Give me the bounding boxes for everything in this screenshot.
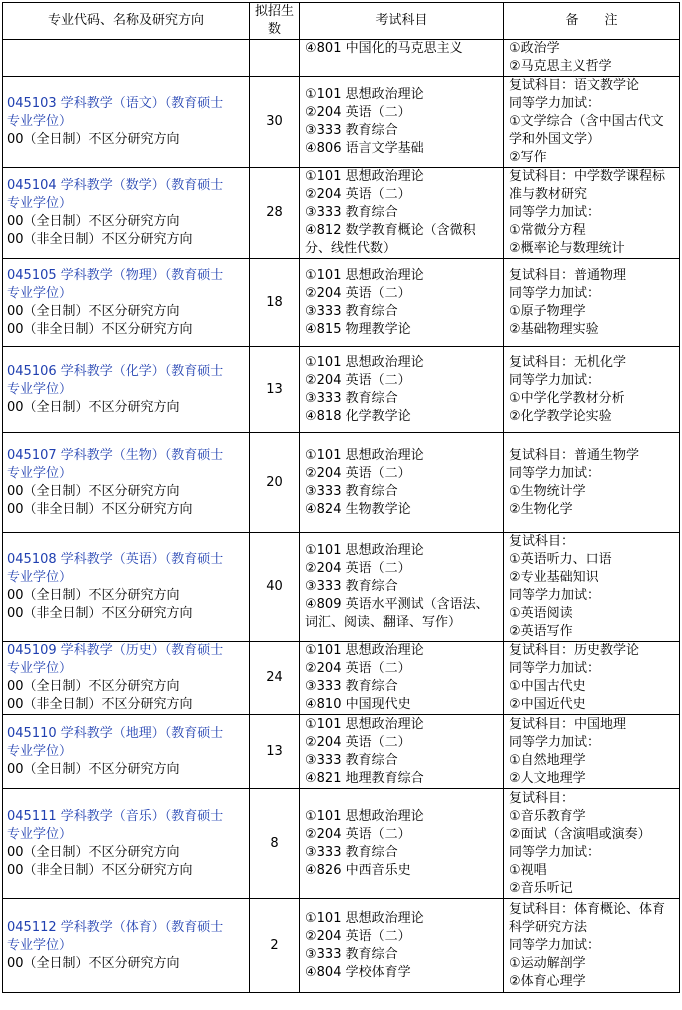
exam-subjects-cell bbox=[300, 533, 504, 642]
program-cell bbox=[3, 789, 250, 899]
program-name-line: 045106 学科教学（化学）（教育硕士 bbox=[7, 363, 224, 379]
research-direction: 00（非全日制）不区分研究方向 bbox=[7, 606, 193, 621]
text-line: ②204 英语（二） bbox=[305, 187, 411, 202]
program-cell bbox=[3, 899, 250, 993]
research-direction: 00（全日制）不区分研究方向 bbox=[7, 761, 180, 777]
table-header-row bbox=[3, 3, 680, 40]
program-name-line: 专业学位） bbox=[7, 570, 73, 585]
program-cell bbox=[3, 533, 250, 642]
text-line: 复试科目： bbox=[509, 790, 575, 806]
program-name-line: 045112 学科教学（体育）（教育硕士 bbox=[7, 919, 224, 935]
text-line: 同等学力加试： bbox=[509, 734, 601, 750]
exam-subjects-cell bbox=[300, 168, 504, 259]
enrollment-count: 18 bbox=[250, 259, 300, 347]
text-line: ③333 教育综合 bbox=[305, 123, 398, 138]
text-line: ①101 思想政治理论 bbox=[305, 716, 424, 732]
text-line: 准与教材研究 bbox=[509, 187, 588, 202]
enrollment-count: 24 bbox=[250, 642, 300, 715]
program-name-line: 专业学位） bbox=[7, 114, 73, 129]
table-row bbox=[3, 77, 680, 168]
program-cell bbox=[3, 347, 250, 433]
text-line: ④821 地理教育综合 bbox=[305, 770, 424, 786]
text-line: 复试科目：体育概论、体育 bbox=[509, 901, 666, 917]
text-line: 同等学力加试： bbox=[509, 465, 601, 481]
text-line: 复试科目：历史教学论 bbox=[509, 643, 640, 658]
table-row bbox=[3, 533, 680, 642]
text-line: ③333 教育综合 bbox=[305, 483, 398, 499]
text-line: 复试科目：中国地理 bbox=[509, 716, 627, 732]
program-name-line: 045105 学科教学（物理）（教育硕士 bbox=[7, 267, 224, 283]
header-subjects: 考试科目 bbox=[300, 3, 504, 40]
exam-subjects-cell bbox=[300, 715, 504, 789]
text-line: ②204 英语（二） bbox=[305, 285, 411, 301]
text-line: ②音乐听记 bbox=[509, 880, 573, 896]
notes-cell bbox=[504, 40, 680, 77]
text-line: ④804 学校体育学 bbox=[305, 964, 411, 980]
program-cell bbox=[3, 715, 250, 789]
enrollment-count bbox=[250, 40, 300, 77]
text-line: 科学研究方法 bbox=[509, 919, 588, 935]
enrollment-count: 40 bbox=[250, 533, 300, 642]
text-line: ①101 思想政治理论 bbox=[305, 267, 424, 283]
text-line: 同等学力加试： bbox=[509, 372, 601, 388]
text-line: ②人文地理学 bbox=[509, 770, 586, 786]
program-name-line: 045109 学科教学（历史）（教育硕士 bbox=[7, 643, 224, 658]
text-line: ③333 教育综合 bbox=[305, 679, 398, 694]
notes-cell bbox=[504, 789, 680, 899]
research-direction: 00（全日制）不区分研究方向 bbox=[7, 399, 180, 415]
text-line: ②专业基础知识 bbox=[509, 570, 599, 585]
text-line: ②概率论与数理统计 bbox=[509, 241, 625, 256]
text-line: ①101 思想政治理论 bbox=[305, 808, 424, 824]
notes-cell bbox=[504, 715, 680, 789]
program-name-line: 专业学位） bbox=[7, 826, 73, 842]
text-line: 学和外国文学） bbox=[509, 132, 601, 147]
program-name-line: 045103 学科教学（语文）（教育硕士 bbox=[7, 96, 224, 111]
text-line: ②面试（含演唱或演奏） bbox=[509, 826, 651, 842]
program-name-line: 045108 学科教学（英语）（教育硕士 bbox=[7, 552, 224, 567]
enrollment-count: 30 bbox=[250, 77, 300, 168]
text-line: ①中学化学教材分析 bbox=[509, 390, 625, 406]
program-name-line: 045107 学科教学（生物）（教育硕士 bbox=[7, 447, 224, 463]
exam-subjects-cell bbox=[300, 899, 504, 993]
research-direction: 00（全日制）不区分研究方向 bbox=[7, 679, 180, 694]
enrollment-count: 28 bbox=[250, 168, 300, 259]
text-line: ③333 教育综合 bbox=[305, 303, 398, 319]
research-direction: 00（全日制）不区分研究方向 bbox=[7, 955, 180, 971]
text-line: ③333 教育综合 bbox=[305, 946, 398, 962]
text-line: ②204 英语（二） bbox=[305, 661, 411, 676]
text-line: ②204 英语（二） bbox=[305, 561, 411, 576]
text-line: 复试科目：普通物理 bbox=[509, 267, 627, 283]
text-line: ①生物统计学 bbox=[509, 483, 586, 499]
text-line: 同等学力加试： bbox=[509, 937, 601, 953]
text-line: 复试科目：中学数学课程标 bbox=[509, 169, 666, 184]
table-row bbox=[3, 433, 680, 533]
text-line: 同等学力加试： bbox=[509, 844, 601, 860]
program-name-line: 045111 学科教学（音乐）（教育硕士 bbox=[7, 808, 224, 824]
notes-cell bbox=[504, 347, 680, 433]
research-direction: 00（全日制）不区分研究方向 bbox=[7, 132, 180, 147]
text-line: ①英语听力、口语 bbox=[509, 552, 612, 567]
program-cell bbox=[3, 642, 250, 715]
text-line: ②中国近代史 bbox=[509, 697, 586, 712]
text-line: 分、线性代数） bbox=[305, 241, 397, 256]
program-name-line: 专业学位） bbox=[7, 381, 73, 397]
text-line: ③333 教育综合 bbox=[305, 205, 398, 220]
text-line: 复试科目：无机化学 bbox=[509, 354, 627, 370]
text-line: ③333 教育综合 bbox=[305, 579, 398, 594]
text-line: ②体育心理学 bbox=[509, 973, 586, 989]
text-line: ①101 思想政治理论 bbox=[305, 447, 424, 463]
text-line: ②写作 bbox=[509, 150, 547, 165]
enrollment-count: 13 bbox=[250, 715, 300, 789]
research-direction: 00（全日制）不区分研究方向 bbox=[7, 588, 180, 603]
table-row bbox=[3, 40, 680, 77]
notes-cell bbox=[504, 533, 680, 642]
text-line: ①常微分方程 bbox=[509, 223, 586, 238]
text-line: ①文学综合（含中国古代文 bbox=[509, 114, 664, 129]
program-name-line: 专业学位） bbox=[7, 743, 73, 759]
table-row bbox=[3, 347, 680, 433]
text-line: ③333 教育综合 bbox=[305, 844, 398, 860]
text-line: 同等学力加试： bbox=[509, 96, 601, 111]
research-direction: 00（全日制）不区分研究方向 bbox=[7, 303, 180, 319]
text-line: ②基础物理实验 bbox=[509, 321, 599, 337]
text-line: ③333 教育综合 bbox=[305, 752, 398, 768]
text-line: ①自然地理学 bbox=[509, 752, 586, 768]
research-direction: 00（非全日制）不区分研究方向 bbox=[7, 232, 193, 247]
research-direction: 00（非全日制）不区分研究方向 bbox=[7, 697, 193, 712]
text-line: ②化学教学论实验 bbox=[509, 408, 612, 424]
text-line: ④809 英语水平测试（含语法、 bbox=[305, 597, 489, 612]
exam-subjects-cell bbox=[300, 259, 504, 347]
text-line: 同等学力加试： bbox=[509, 285, 601, 301]
program-name-line: 专业学位） bbox=[7, 661, 73, 676]
text-line: ②204 英语（二） bbox=[305, 105, 411, 120]
text-line: ①原子物理学 bbox=[509, 303, 586, 319]
table-row bbox=[3, 715, 680, 789]
program-cell bbox=[3, 77, 250, 168]
text-line: ④826 中西音乐史 bbox=[305, 862, 411, 878]
text-line: ②204 英语（二） bbox=[305, 372, 411, 388]
program-name-line: 045110 学科教学（地理）（教育硕士 bbox=[7, 725, 224, 741]
text-line: ②生物化学 bbox=[509, 501, 573, 517]
notes-cell bbox=[504, 168, 680, 259]
text-line: 同等学力加试： bbox=[509, 588, 601, 603]
exam-subjects-cell bbox=[300, 642, 504, 715]
program-cell bbox=[3, 168, 250, 259]
text-line: ②英语写作 bbox=[509, 624, 573, 639]
text-line: ④801 中国化的马克思主义 bbox=[305, 41, 463, 56]
text-line: ③333 教育综合 bbox=[305, 390, 398, 406]
text-line: ②204 英语（二） bbox=[305, 465, 411, 481]
text-line: ①视唱 bbox=[509, 862, 547, 878]
program-name-line: 专业学位） bbox=[7, 937, 73, 953]
table-row bbox=[3, 259, 680, 347]
exam-subjects-cell bbox=[300, 347, 504, 433]
text-line: ④812 数学教育概论（含微积 bbox=[305, 223, 476, 238]
program-name-line: 专业学位） bbox=[7, 465, 73, 481]
text-line: ①政治学 bbox=[509, 41, 560, 56]
text-line: ④806 语言文学基础 bbox=[305, 141, 424, 156]
text-line: 同等学力加试： bbox=[509, 205, 601, 220]
text-line: ①运动解剖学 bbox=[509, 955, 586, 971]
table-row bbox=[3, 899, 680, 993]
text-line: ①101 思想政治理论 bbox=[305, 354, 424, 370]
text-line: ②马克思主义哲学 bbox=[509, 59, 612, 74]
research-direction: 00（非全日制）不区分研究方向 bbox=[7, 501, 193, 517]
enrollment-count: 2 bbox=[250, 899, 300, 993]
text-line: ④810 中国现代史 bbox=[305, 697, 411, 712]
notes-cell bbox=[504, 642, 680, 715]
exam-subjects-cell bbox=[300, 40, 504, 77]
program-cell bbox=[3, 40, 250, 77]
text-line: ④815 物理教学论 bbox=[305, 321, 411, 337]
text-line: ②204 英语（二） bbox=[305, 928, 411, 944]
notes-cell bbox=[504, 433, 680, 533]
program-cell bbox=[3, 259, 250, 347]
research-direction: 00（非全日制）不区分研究方向 bbox=[7, 862, 193, 878]
program-cell bbox=[3, 433, 250, 533]
notes-cell bbox=[504, 899, 680, 993]
program-table bbox=[2, 2, 680, 993]
text-line: 复试科目：普通生物学 bbox=[509, 447, 640, 463]
research-direction: 00（全日制）不区分研究方向 bbox=[7, 483, 180, 499]
program-name-line: 专业学位） bbox=[7, 196, 73, 211]
text-line: 复试科目：语文教学论 bbox=[509, 78, 640, 93]
table-row bbox=[3, 168, 680, 259]
header-notes: 备 注 bbox=[504, 3, 680, 40]
research-direction: 00（非全日制）不区分研究方向 bbox=[7, 321, 193, 337]
text-line: ②204 英语（二） bbox=[305, 734, 411, 750]
notes-cell bbox=[504, 259, 680, 347]
table-row bbox=[3, 642, 680, 715]
text-line: ①101 思想政治理论 bbox=[305, 87, 424, 102]
exam-subjects-cell bbox=[300, 77, 504, 168]
text-line: 同等学力加试： bbox=[509, 661, 601, 676]
header-count: 拟招生数 bbox=[250, 3, 300, 40]
text-line: ④824 生物教学论 bbox=[305, 501, 411, 517]
text-line: ①音乐教育学 bbox=[509, 808, 586, 824]
header-program: 专业代码、名称及研究方向 bbox=[3, 3, 250, 40]
enrollment-count: 13 bbox=[250, 347, 300, 433]
notes-cell bbox=[504, 77, 680, 168]
program-name-line: 专业学位） bbox=[7, 285, 73, 301]
text-line: ①中国古代史 bbox=[509, 679, 586, 694]
text-line: 复试科目： bbox=[509, 534, 575, 549]
text-line: ①101 思想政治理论 bbox=[305, 643, 424, 658]
text-line: ②204 英语（二） bbox=[305, 826, 411, 842]
exam-subjects-cell bbox=[300, 789, 504, 899]
table-row bbox=[3, 789, 680, 899]
research-direction: 00（全日制）不区分研究方向 bbox=[7, 844, 180, 860]
program-name-line: 045104 学科教学（数学）（教育硕士 bbox=[7, 178, 224, 193]
research-direction: 00（全日制）不区分研究方向 bbox=[7, 214, 180, 229]
exam-subjects-cell bbox=[300, 433, 504, 533]
text-line: ①101 思想政治理论 bbox=[305, 169, 424, 184]
text-line: 词汇、阅读、翻译、写作） bbox=[305, 615, 462, 630]
enrollment-count: 8 bbox=[250, 789, 300, 899]
text-line: ①101 思想政治理论 bbox=[305, 910, 424, 926]
text-line: ④818 化学教学论 bbox=[305, 408, 411, 424]
text-line: ①英语阅读 bbox=[509, 606, 573, 621]
enrollment-count: 20 bbox=[250, 433, 300, 533]
text-line: ①101 思想政治理论 bbox=[305, 543, 424, 558]
